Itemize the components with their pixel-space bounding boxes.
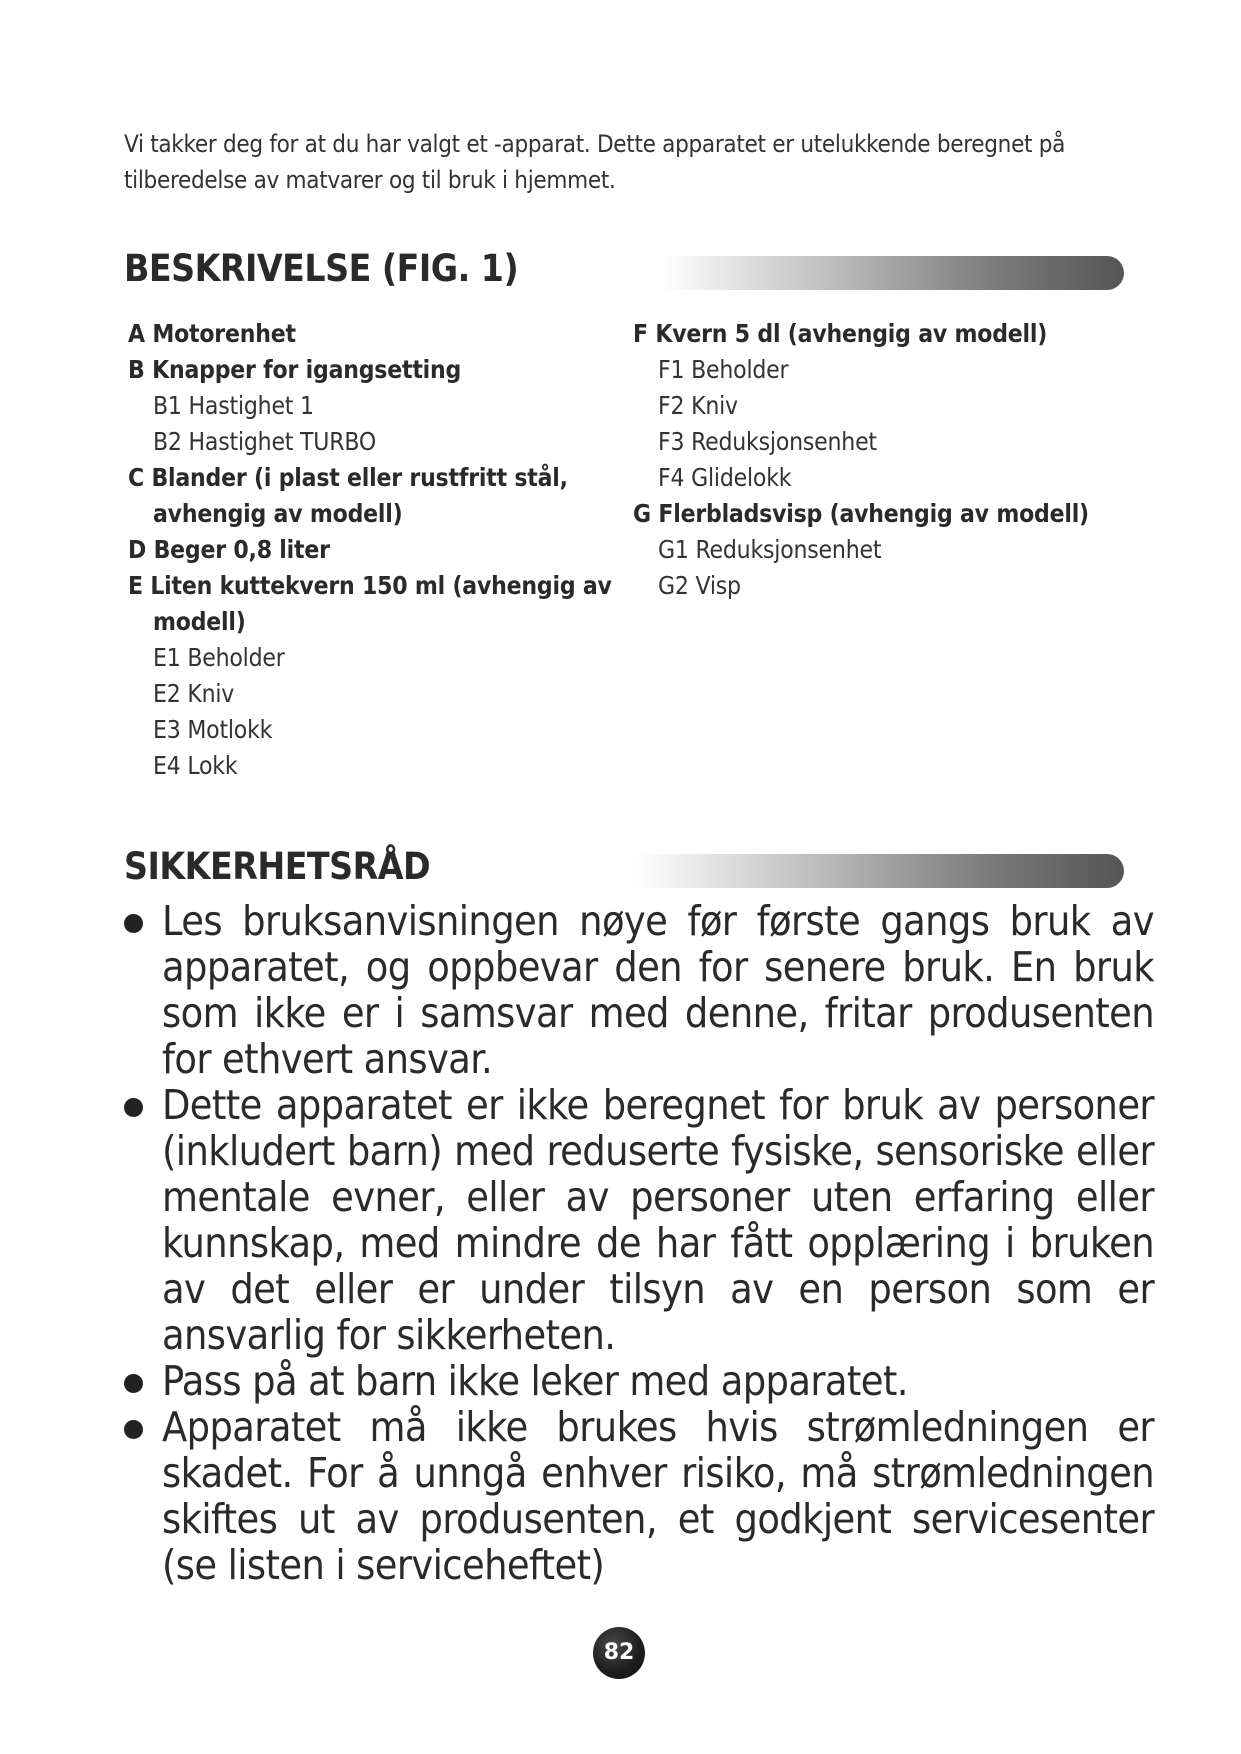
safety-bullet — [124, 1082, 1154, 1358]
part-subitem: E4 Lokk — [153, 751, 238, 780]
part-item: C Blander (i plast eller rustfritt stål, avhengig av modell) — [128, 463, 568, 528]
page-number: 82 — [593, 1627, 645, 1679]
safety-heading — [124, 844, 1124, 890]
safety-bullet-text: Apparatet må ikke brukes hvis strømledningen er skadet. For å unngå enhver risiko, må strømledningen skiftes ut av produsenten, et godkjent servicesenter (se listen i serviceheftet) — [162, 1403, 1154, 1589]
part-subitem: G2 Visp — [658, 571, 741, 600]
part-subitem: F2 Kniv — [658, 391, 738, 420]
parts-list-right — [633, 316, 1153, 604]
part-subitem: B2 Hastighet TURBO — [153, 427, 376, 456]
description-heading — [124, 246, 1124, 292]
safety-bullet — [124, 1358, 1154, 1404]
part-subitem: B1 Hastighet 1 — [153, 391, 314, 420]
safety-bullet-text: Dette apparatet er ikke beregnet for bruk av personer (inkludert barn) med reduserte fysiske, sensoriske eller mentale evner, eller av personer uten erfaring eller kunnskap, med mindre de har fått opplæring i bruken av det eller er under tilsyn av en person som er ansvarlig for sikkerheten. — [162, 1081, 1154, 1359]
part-subitem: F4 Glidelokk — [658, 463, 792, 492]
part-subitem: E3 Motlokk — [153, 715, 273, 744]
part-subitem: F1 Beholder — [658, 355, 789, 384]
part-item: E Liten kuttekvern 150 ml (avhengig av modell) — [128, 571, 612, 636]
bullet-dot-icon — [124, 1098, 143, 1117]
description-title: BESKRIVELSE (FIG. 1) — [124, 246, 522, 292]
safety-bullet — [124, 898, 1154, 1082]
part-subitem: F3 Reduksjonsenhet — [658, 427, 877, 456]
part-item: G Flerbladsvisp (avhengig av modell) — [633, 499, 1089, 528]
bullet-dot-icon — [124, 1420, 143, 1439]
safety-bullet-text: Pass på at barn ikke leker med apparatet. — [162, 1357, 908, 1405]
safety-title: SIKKERHETSRÅD — [124, 844, 434, 890]
heading-gradient-bar — [384, 854, 1124, 888]
part-subitem: E1 Beholder — [153, 643, 285, 672]
heading-gradient-bar — [424, 256, 1124, 290]
part-subitem: E2 Kniv — [153, 679, 235, 708]
part-subitem: G1 Reduksjonsenhet — [658, 535, 882, 564]
parts-list-left — [128, 316, 628, 784]
intro-text: Vi takker deg for at du har valgt et -apparat. Dette apparatet er utelukkende beregnet på tilberedelse av matvarer og til bruk i hjemmet. — [124, 130, 1066, 194]
part-item: F Kvern 5 dl (avhengig av modell) — [633, 319, 1048, 348]
part-item: A Motorenhet — [128, 319, 296, 348]
part-item: B Knapper for igangsetting — [128, 355, 462, 384]
part-item: D Beger 0,8 liter — [128, 535, 330, 564]
safety-bullet-text: Les bruksanvisningen nøye før første gangs bruk av apparatet, og oppbevar den for senere bruk. En bruk som ikke er i samsvar med denne, fritar produsenten for ethvert ansvar. — [162, 897, 1154, 1083]
safety-bullet-list — [124, 898, 1154, 1588]
bullet-dot-icon — [124, 914, 143, 933]
safety-bullet — [124, 1404, 1154, 1588]
bullet-dot-icon — [124, 1374, 143, 1393]
